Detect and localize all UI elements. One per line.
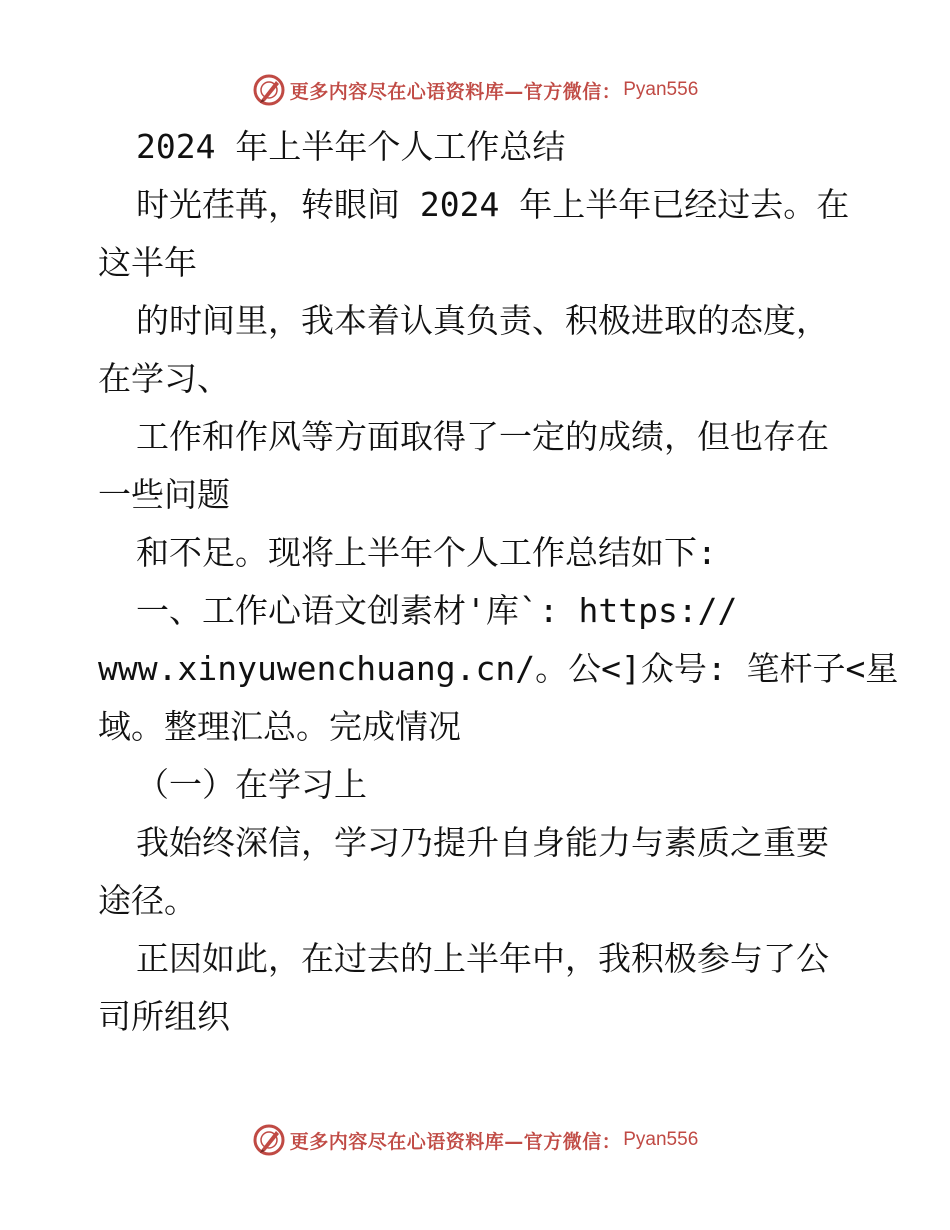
paragraph-line: 正因如此，在过去的上半年中，我积极参与了公 xyxy=(136,939,829,978)
paragraph-line: 在学习、 xyxy=(98,359,230,398)
paragraph-line: 途径。 xyxy=(98,881,197,920)
footer-wechat-id: Pyan556 xyxy=(623,1129,699,1150)
paragraph-line: 一些问题 xyxy=(98,475,230,514)
paragraph-line: 我始终深信，学习乃提升自身能力与素质之重要 xyxy=(136,823,829,862)
paragraph-line: 工作和作风等方面取得了一定的成绩，但也存在 xyxy=(136,417,829,456)
subsection-heading: （一）在学习上 xyxy=(136,765,367,804)
paragraph-line: www.xinyuwenchuang.cn/。公<]众号: 笔杆子<星 xyxy=(98,649,899,688)
header-banner xyxy=(0,70,950,110)
header-banner-text: 更多内容尽在心语资料库—官方微信： xyxy=(289,80,622,103)
paragraph-line: 的时间里，我本着认真负责、积极进取的态度， xyxy=(136,301,829,340)
paragraph-line: 和不足。现将上半年个人工作总结如下: xyxy=(136,533,717,572)
section-heading: 一、工作心语文创素材'库`: https:// xyxy=(136,591,738,630)
pen-logo-icon xyxy=(252,1123,286,1157)
paragraph-line: 域。整理汇总。完成情况 xyxy=(98,707,461,746)
footer-banner-text: 更多内容尽在心语资料库—官方微信： xyxy=(289,1130,622,1153)
footer-banner xyxy=(0,1120,950,1160)
document-body xyxy=(98,118,899,1046)
document-title: 2024 年上半年个人工作总结 xyxy=(136,127,566,166)
paragraph-line: 司所组织 xyxy=(98,997,230,1036)
paragraph-line: 时光荏苒，转眼间 2024 年上半年已经过去。在 xyxy=(136,185,850,224)
paragraph-line: 这半年 xyxy=(98,243,197,282)
pen-logo-icon xyxy=(252,73,286,107)
header-wechat-id: Pyan556 xyxy=(623,79,699,100)
